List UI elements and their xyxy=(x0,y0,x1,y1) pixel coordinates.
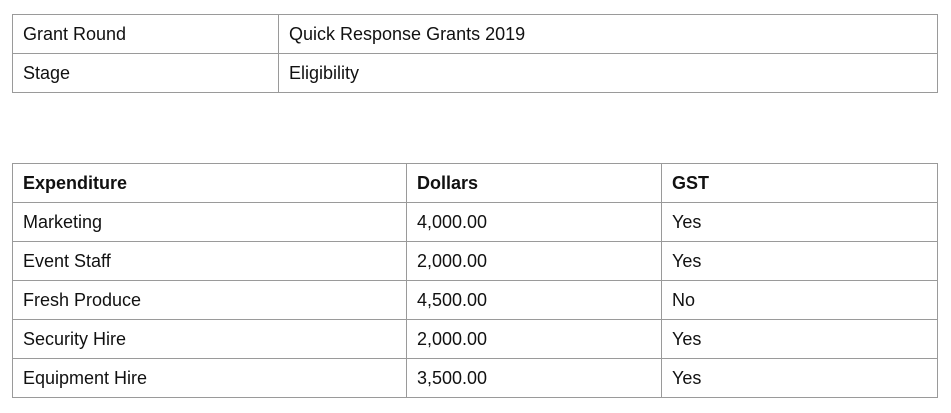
expenditure-dollars: 4,000.00 xyxy=(407,203,662,242)
expenditure-dollars: 2,000.00 xyxy=(407,320,662,359)
expenditure-table xyxy=(12,163,938,398)
expenditure-header-row xyxy=(13,164,938,203)
expenditure-item: Marketing xyxy=(13,203,407,242)
expenditure-item: Event Staff xyxy=(13,242,407,281)
grant-round-row xyxy=(13,15,938,54)
expenditure-item: Security Hire xyxy=(13,320,407,359)
grant-round-label: Grant Round xyxy=(13,15,279,54)
expenditure-dollars: 4,500.00 xyxy=(407,281,662,320)
table-row xyxy=(13,281,938,320)
table-row xyxy=(13,359,938,398)
stage-value: Eligibility xyxy=(279,54,938,93)
expenditure-gst: No xyxy=(662,281,938,320)
stage-label: Stage xyxy=(13,54,279,93)
expenditure-gst: Yes xyxy=(662,320,938,359)
table-row xyxy=(13,242,938,281)
column-header-dollars: Dollars xyxy=(407,164,662,203)
expenditure-gst: Yes xyxy=(662,359,938,398)
stage-row xyxy=(13,54,938,93)
grant-round-value: Quick Response Grants 2019 xyxy=(279,15,938,54)
expenditure-gst: Yes xyxy=(662,242,938,281)
column-header-expenditure: Expenditure xyxy=(13,164,407,203)
grant-info-table xyxy=(12,14,938,93)
table-row xyxy=(13,203,938,242)
expenditure-gst: Yes xyxy=(662,203,938,242)
expenditure-dollars: 2,000.00 xyxy=(407,242,662,281)
table-row xyxy=(13,320,938,359)
expenditure-item: Equipment Hire xyxy=(13,359,407,398)
expenditure-dollars: 3,500.00 xyxy=(407,359,662,398)
column-header-gst: GST xyxy=(662,164,938,203)
expenditure-item: Fresh Produce xyxy=(13,281,407,320)
